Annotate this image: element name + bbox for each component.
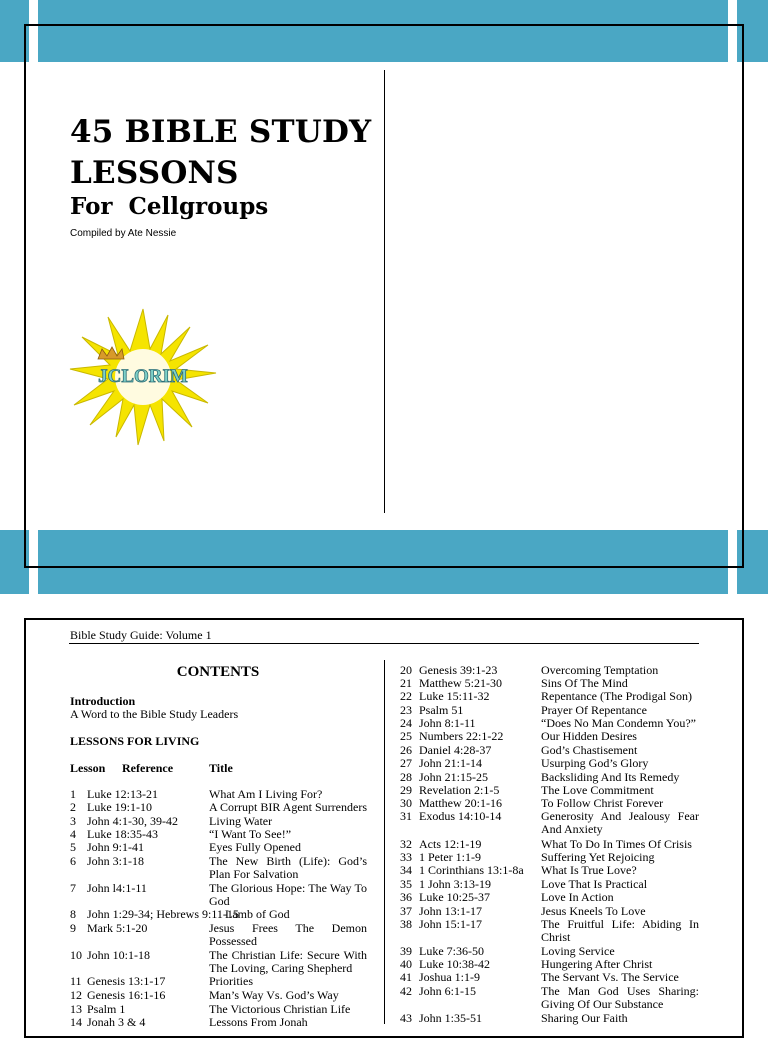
cover-title	[70, 112, 371, 194]
column-divider	[384, 660, 385, 1024]
section-heading: LESSONS FOR LIVING	[70, 734, 200, 748]
lesson-title: Eyes Fully Opened	[209, 840, 301, 854]
lesson-title: Hungering After Christ	[541, 957, 653, 971]
lesson-number: 1	[70, 787, 76, 801]
lesson-number: 7	[70, 881, 76, 895]
contents-heading: CONTENTS	[176, 664, 260, 680]
lesson-title: The Love Commitment	[541, 783, 654, 797]
lesson-number: 5	[70, 840, 76, 854]
lesson-reference: John 21:1-14	[419, 756, 482, 770]
lesson-reference: Luke 18:35-43	[87, 827, 158, 841]
compiled-by: Compiled by Ate Nessie	[70, 228, 177, 239]
lesson-row	[70, 948, 370, 976]
lesson-reference: Daniel 4:28-37	[419, 743, 492, 757]
lesson-title: What Is True Love?	[541, 863, 637, 877]
lesson-reference: Revelation 2:1-5	[419, 783, 500, 797]
lesson-title: Love That Is Practical	[541, 877, 648, 891]
lesson-number: 8	[70, 907, 76, 921]
lesson-row	[400, 971, 700, 985]
lesson-reference: Luke 10:38-42	[419, 957, 490, 971]
lesson-title: Overcoming Temptation	[541, 663, 659, 677]
lesson-reference: Jonah 3 & 4	[87, 1015, 146, 1029]
lesson-number: 25	[400, 729, 412, 743]
lesson-number: 22	[400, 689, 412, 703]
lesson-number: 35	[400, 877, 412, 891]
lesson-title: Sins Of The Mind	[541, 676, 628, 690]
lesson-reference: Mark 5:1-20	[87, 921, 148, 935]
lesson-row	[70, 841, 370, 855]
lesson-row	[70, 975, 370, 989]
lesson-number: 31	[400, 809, 412, 823]
lesson-number: 41	[400, 970, 412, 984]
guide-label: Bible Study Guide: Volume 1	[70, 628, 212, 642]
lesson-number: 26	[400, 743, 412, 757]
lesson-reference: Luke 15:11-32	[419, 689, 490, 703]
lesson-title: The Glorious Hope: The Way To God	[209, 881, 367, 909]
lesson-number: 33	[400, 850, 412, 864]
lesson-reference: John 10:1-18	[87, 948, 150, 962]
lesson-reference: Luke 12:13-21	[87, 787, 158, 801]
header-rule	[69, 643, 699, 644]
lesson-title: “I Want To See!”	[209, 827, 292, 841]
lesson-title: Prayer Of Repentance	[541, 703, 647, 717]
lesson-reference: Matthew 20:1-16	[419, 796, 502, 810]
lesson-row	[70, 801, 370, 815]
lesson-number: 29	[400, 783, 412, 797]
lesson-reference: Genesis 39:1-23	[419, 663, 498, 677]
lesson-number: 38	[400, 917, 412, 931]
lesson-number: 43	[400, 1011, 412, 1025]
logo-text: JCLORIM	[98, 366, 188, 387]
lesson-number: 14	[70, 1015, 82, 1029]
lesson-reference: Luke 19:1-10	[87, 800, 152, 814]
lesson-title: Lamb of God	[225, 907, 290, 921]
lesson-reference: Genesis 13:1-17	[87, 974, 166, 988]
lesson-reference: John l4:1-11	[87, 881, 147, 895]
lesson-reference: John 4:1-30, 39-42	[87, 814, 178, 828]
lesson-title: What To Do In Times Of Crisis	[541, 837, 692, 851]
lesson-title: Living Water	[209, 814, 273, 828]
lesson-row	[70, 908, 370, 922]
lesson-reference: John 9:1-41	[87, 840, 144, 854]
lesson-number: 36	[400, 890, 412, 904]
lesson-number: 11	[70, 974, 82, 988]
lesson-title: Usurping God’s Glory	[541, 756, 649, 770]
lesson-reference: 1 Peter 1:1-9	[419, 850, 481, 864]
lesson-number: 10	[70, 948, 82, 962]
lesson-number: 3	[70, 814, 76, 828]
lesson-number: 32	[400, 837, 412, 851]
lesson-title: A Corrupt BIR Agent Surrenders	[209, 800, 367, 814]
lesson-reference: Acts 12:1-19	[419, 837, 482, 851]
lesson-number: 30	[400, 796, 412, 810]
lesson-number: 24	[400, 716, 412, 730]
lesson-title: The Man God Uses Sharing: Giving Of Our Substance	[541, 984, 699, 1012]
lesson-title: God’s Chastisement	[541, 743, 638, 757]
lesson-title: Suffering Yet Rejoicing	[541, 850, 655, 864]
lesson-title: Jesus Frees The Demon Possessed	[209, 921, 367, 949]
lesson-reference: John 6:1-15	[419, 984, 476, 998]
lesson-reference: Psalm 51	[419, 703, 464, 717]
lesson-row	[400, 917, 700, 945]
lesson-reference: Exodus 14:10-14	[419, 809, 502, 823]
cover-subtitle: For Cellgroups	[70, 193, 269, 220]
lesson-reference: John 15:1-17	[419, 917, 482, 931]
col-header-reference: Reference	[122, 761, 174, 775]
lesson-reference: John 21:15-25	[419, 770, 488, 784]
lesson-reference: Luke 10:25-37	[419, 890, 490, 904]
lesson-title: Man’s Way Vs. God’s Way	[209, 988, 339, 1002]
lesson-number: 34	[400, 863, 412, 877]
lesson-title: Loving Service	[541, 944, 615, 958]
lesson-title: Love In Action	[541, 890, 614, 904]
lesson-number: 13	[70, 1002, 82, 1016]
lesson-row	[70, 921, 370, 949]
lesson-title: The Christian Life: Secure With The Loving, Caring Shepherd	[209, 948, 367, 976]
lesson-number: 21	[400, 676, 412, 690]
lesson-title: The Fruitful Life: Abiding In Christ	[541, 917, 699, 945]
lesson-number: 12	[70, 988, 82, 1002]
jclorim-logo	[68, 307, 218, 447]
lesson-number: 9	[70, 921, 76, 935]
lesson-row	[400, 864, 700, 878]
lesson-row	[400, 984, 700, 1012]
lesson-title: Our Hidden Desires	[541, 729, 637, 743]
lesson-row	[400, 690, 700, 704]
lesson-row	[400, 730, 700, 744]
lesson-title: “Does No Man Condemn You?”	[541, 716, 696, 730]
lesson-title: Lessons From Jonah	[209, 1015, 308, 1029]
lesson-number: 23	[400, 703, 412, 717]
lesson-number: 37	[400, 904, 412, 918]
lesson-reference: John 3:1-18	[87, 854, 144, 868]
lesson-title: The Victorious Christian Life	[209, 1002, 351, 1016]
cover-title-line2: LESSONS	[70, 155, 239, 191]
lesson-title: To Follow Christ Forever	[541, 796, 664, 810]
lesson-reference: Luke 7:36-50	[419, 944, 484, 958]
cover-divider	[384, 70, 385, 513]
lesson-row	[400, 809, 700, 837]
lesson-number: 28	[400, 770, 412, 784]
col-header-title: Title	[209, 761, 233, 775]
lesson-reference: John 8:1-11	[419, 716, 476, 730]
lesson-title: Priorities	[209, 974, 253, 988]
lesson-number: 6	[70, 854, 76, 868]
intro-text: A Word to the Bible Study Leaders	[70, 707, 239, 721]
lesson-row	[400, 891, 700, 905]
lesson-reference: John 1:29-34; Hebrews 9:11-15	[87, 907, 239, 921]
lesson-number: 20	[400, 663, 412, 677]
intro-heading: Introduction	[70, 694, 136, 708]
lesson-row	[70, 854, 370, 882]
lesson-row	[70, 989, 370, 1003]
lesson-title: Backsliding And Its Remedy	[541, 770, 680, 784]
lesson-title: Repentance (The Prodigal Son)	[541, 689, 692, 703]
lesson-title: The New Birth (Life): God’s Plan For Salvation	[209, 854, 367, 882]
lesson-title: The Servant Vs. The Service	[541, 970, 679, 984]
lesson-number: 2	[70, 800, 76, 814]
lesson-row	[400, 757, 700, 771]
lesson-reference: Matthew 5:21-30	[419, 676, 502, 690]
cover-title-line1: 45 BIBLE STUDY	[70, 114, 372, 150]
lesson-row	[70, 881, 370, 909]
lesson-title: Jesus Kneels To Love	[541, 904, 646, 918]
lesson-title: Generosity And Jealousy Fear And Anxiety	[541, 809, 699, 837]
lesson-reference: Numbers 22:1-22	[419, 729, 504, 743]
lesson-number: 40	[400, 957, 412, 971]
lesson-title: Sharing Our Faith	[541, 1011, 628, 1025]
lesson-reference: Psalm 1	[87, 1002, 126, 1016]
lesson-reference: 1 John 3:13-19	[419, 877, 491, 891]
lesson-title: What Am I Living For?	[209, 787, 323, 801]
lesson-reference: John 1:35-51	[419, 1011, 482, 1025]
lesson-reference: Genesis 16:1-16	[87, 988, 166, 1002]
lesson-reference: 1 Corinthians 13:1-8a	[419, 863, 524, 877]
lesson-reference: John 13:1-17	[419, 904, 482, 918]
lesson-reference: Joshua 1:1-9	[419, 970, 480, 984]
lesson-number: 39	[400, 944, 412, 958]
lesson-number: 42	[400, 984, 412, 998]
lesson-row	[70, 1016, 370, 1030]
col-header-lesson: Lesson	[70, 761, 106, 775]
lesson-number: 4	[70, 827, 76, 841]
lesson-number: 27	[400, 756, 412, 770]
